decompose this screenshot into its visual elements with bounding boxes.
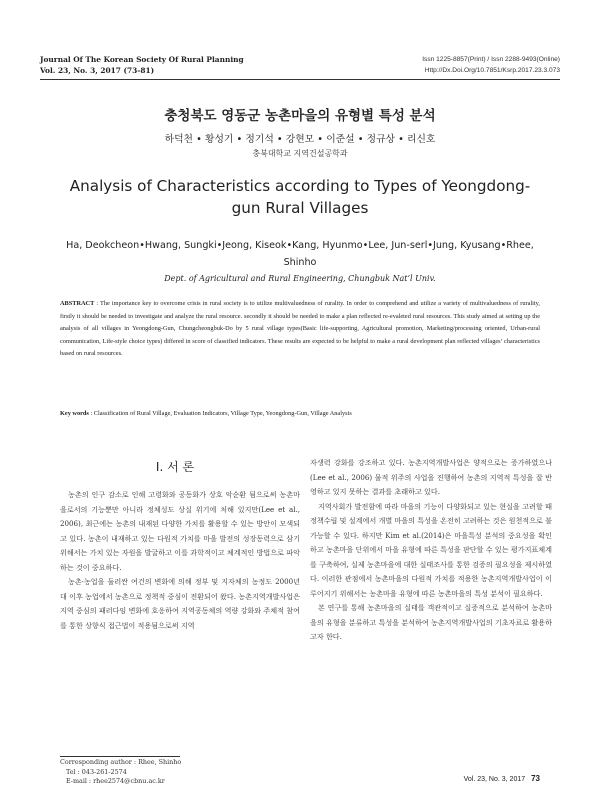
paragraph: 지역사회가 발전함에 따라 마을의 기능이 다양화되고 있는 현실을 고려할 때 정책수립 및 설계에서 개별 마을의 특성을 온전히 고려하는 것은 원천적으로 불가능할 수 있다. 하지만 Kim et al.(2014)은 마을특성 분석의 중요성을 확인하고 농촌마을 단위에서 마을 유형에 따른 특성을 판단할 수 있는 평가지표체계를 구축하여, 실제 농촌마을에 대한 실태조사를 통한 검증의 필요성을 제시하였다. 이러한 관점에서 농촌마을의 다원적 가치를 적용한 농촌지역개발사업이 이루어지기 위해서는 농촌마을 유형에 따른 농촌마을의 특성 분석이 필요하다. xyxy=(310,501,552,598)
footer-volume: Vol. 23, No. 3, 2017 xyxy=(463,776,526,783)
keywords-text: : Classification of Rural Village, Evaluation Indicators, Village Type, Yeongdong-Gun, Village Analysis xyxy=(90,410,352,417)
authors-korean: 하덕천 • 황성기 • 정기석 • 강현모 • 이준설 • 정규상 • 리신호 xyxy=(164,134,436,145)
affiliation-korean: 충북대학교 지역건설공학과 xyxy=(252,149,348,158)
keywords-label: Key words xyxy=(60,410,89,417)
paragraph: 본 연구를 통해 농촌마을의 실태를 객관적이고 실증적으로 분석하여 농촌마을의 유형을 분류하고 특성을 분석하여 농촌지역개발사업의 기초자료로 활용하고자 한다. xyxy=(310,603,552,641)
title-english: Analysis of Characteristics according to Types of Yeongdong-gun Rural Villages xyxy=(69,177,531,217)
abstract-text: : The importance key to overcome crisis in rural society is to utilize multivaluedness of rurality. In order to comprehend and utilize a variety of multivaluedness of rurality, firstly it should be needed to investigate and analyze the rural resource. secondly it should be needed to make a plan reflected re-evaleted rural resources. This study aimed at setting up the analysis of all villages in Yeongdong-Gun, Chungcheongbuk-Do by 5 rural village types(Basic life-supporting, Agricultural promotion, Marketing/processing oriented, Urban-rural communication, Life-style choice types) differed in score of classified indicators. These results are expected to be helpful to make a rural development plan reflected villages’ characteristics based on rural resources. xyxy=(60,300,540,358)
journal-name: Journal Of The Korean Society Of Rural Planning xyxy=(40,55,244,64)
journal-volume: Vol. 23, No. 3, 2017 (73-81) xyxy=(40,66,155,75)
page-number: 73 xyxy=(531,774,540,783)
abstract xyxy=(60,298,540,361)
paragraph: 자생력 강화를 강조하고 있다. 농촌지역개발사업은 양적으로는 증가하였으나(Lee et al., 2006) 물적 위주의 사업을 진행하여 농촌의 지역적 특성을 잘 반영하고 있지 못하는 결과를 초래하고 있다. xyxy=(310,458,552,496)
title-korean: 충청북도 영동군 농촌마을의 유형별 특성 분석 xyxy=(164,108,436,124)
issn-header xyxy=(422,54,560,76)
abstract-label: ABSTRACT xyxy=(60,300,95,307)
keywords xyxy=(60,408,540,420)
authors-english: Ha, Deokcheon•Hwang, Sungki•Jeong, Kiseok•Kang, Hyunmo•Lee, Jun-serl•Jung, Kyusang•Rhee, Shinho xyxy=(66,240,534,268)
page-footer xyxy=(464,774,540,783)
left-column xyxy=(60,488,300,633)
paragraph: 농촌의 인구 감소로 인해 고령화와 공동화가 상호 악순환 됨으로써 농촌마을로서의 기능뿐만 아니라 정체성도 상실 위기에 처해 있지만(Lee et al., 2006), 최근에는 농촌의 내재된 다양한 가치를 활용할 수 있는 방안이 모색되고 있다. 농촌이 내재하고 있는 다원적 가치를 마을 발전의 성장동력으로 삼기 위해서는 가치 있는 자원을 발굴하고 이를 과학적이고 체계적인 방법으로 파악하는 것이 중요하다. xyxy=(60,490,300,572)
corresponding-author: Corresponding author : Rhee, Shinho xyxy=(60,758,182,766)
journal-header xyxy=(40,54,244,76)
right-column xyxy=(310,456,552,645)
author-tel: Tel : 043-261-2574 xyxy=(66,767,127,776)
footnote-rule xyxy=(60,756,180,757)
doi: Http://Dx.Doi.Org/10.7851/Ksrp.2017.23.3.073 xyxy=(424,67,560,74)
issn: Issn 1225-8857(Print) / Issn 2288-9493(Online) xyxy=(422,56,560,63)
author-email: E-mail : rhee2574@cbnu.ac.kr xyxy=(66,777,165,785)
header-rule xyxy=(40,79,560,80)
footnote xyxy=(60,758,181,787)
section-title: I. 서 론 xyxy=(155,460,195,474)
paragraph: 농촌·농업을 둘러싼 여건의 변화에 의해 정부 및 지자체의 농정도 2000년대 이후 농업에서 농촌으로 정책적 중심이 전환되어 왔다. 농촌지역개발사업은 지역 중심의 패러다임 변화에 호응하여 지역공동체의 역량 강화와 주체적 참여를 통한 상향식 접근법이 적용됨으로써 지역 xyxy=(60,577,300,630)
affiliation-english: Dept. of Agricultural and Rural Engineering, Chungbuk Nat’l Univ. xyxy=(164,274,436,283)
